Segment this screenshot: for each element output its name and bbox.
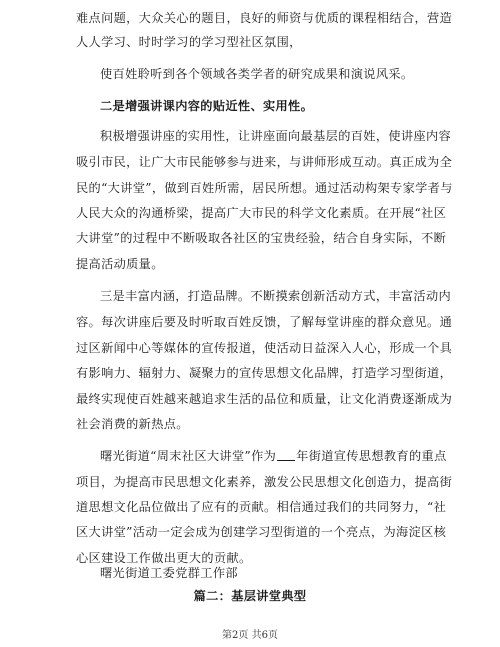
- paragraph3-line1: 三是丰富内涵，打造品牌。不断摸索创新活动方式，丰富活动内: [100, 289, 452, 303]
- paragraph4-line1: [100, 448, 447, 464]
- paragraph4-line4: 区大讲堂”活动一定会成为创建学习型街道的一个亮点，为海淀区核: [76, 525, 447, 539]
- paragraph1-line2: 人人学习、时时学习的学习型社区氛围，: [76, 35, 302, 49]
- page-indicator: 第2页 共6页: [222, 630, 278, 641]
- subheading-practicality: 二是增强讲课内容的贴近性、实用性。: [100, 99, 314, 113]
- paragraph2-line2: 吸引市民，让广大市民能够参与进来，与讲师形成互动。真正成为全: [76, 155, 453, 169]
- section-heading: 篇二：基层讲堂典型: [193, 589, 307, 603]
- paragraph4-line5: 心区建设工作做出更大的贡献。: [76, 551, 252, 565]
- paragraph1-line1: 难点问题，大众关心的题目，良好的师资与优质的课程相结合，营造: [76, 11, 453, 25]
- paragraph4-line3: 道思想文化品位做出了应有的贡献。相信通过我们的共同努力，“社: [76, 500, 447, 514]
- paragraph3-line2: 容。每次讲座后要及时听取百姓反馈，了解每堂讲座的群众意见。通: [76, 315, 453, 329]
- paragraph2-line6: 提高活动质量。: [76, 257, 164, 271]
- paragraph3-line6: 社会消费的新热点。: [76, 417, 189, 431]
- paragraph3-line3: 过区新闻中心等媒体的宣传报道，使活动日益深入人心，形成一个具: [76, 341, 453, 355]
- paragraph3-line5: 最终实现使百姓越来越追求生活的品位和质量，让文化消费逐渐成为: [76, 392, 453, 406]
- paragraph2-line1: 积极增强讲座的实用性，让讲座面向最基层的百姓，使讲座内容: [100, 129, 452, 143]
- paragraph4-line2: 项目，为提高市民思想文化素养，激发公民思想文化创造力，提高街: [76, 475, 453, 489]
- paragraph4-line1-before: 曙光街道“周末社区大讲堂”作为: [100, 449, 277, 463]
- paragraph2-line5: 大讲堂”的过程中不断吸取各社区的宝贵经验，结合自身实际，不断: [76, 231, 447, 245]
- paragraph3-line4: 有影响力、辐射力、凝聚力的宣传思想文化品牌，打造学习型街道，: [76, 366, 453, 380]
- paragraph2-line3: 民的“大讲堂”，做到百姓所需，居民所想。通过活动构架专家学者与: [76, 181, 453, 195]
- signature: 曙光街道工委党群工作部: [100, 566, 238, 580]
- year-blank: [277, 448, 295, 461]
- paragraph1-line3: 使百姓聆听到各个领域各类学者的研究成果和演说风采。: [100, 67, 414, 81]
- paragraph4-line1-after: 年街道宣传思想教育的重点: [296, 449, 447, 463]
- paragraph2-line4: 人民大众的沟通桥梁，提高广大市民的科学文化素质。在开展“社区: [76, 206, 447, 220]
